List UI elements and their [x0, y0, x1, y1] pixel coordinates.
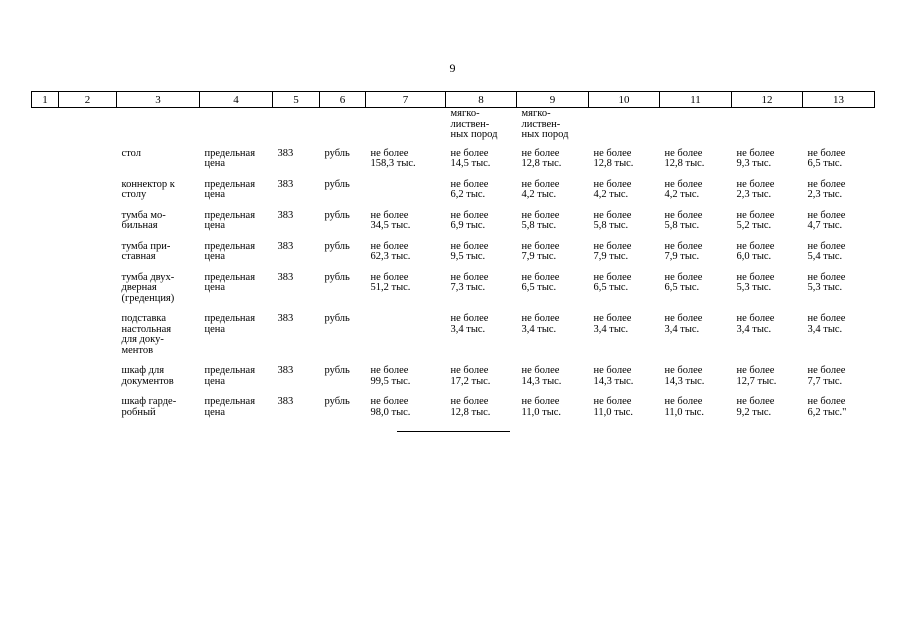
value-c13-line: не более: [807, 271, 846, 283]
characteristic: [200, 207, 273, 238]
value-c9-line: 12,8 тыс.: [521, 158, 562, 169]
value-c7: [366, 362, 446, 393]
value-c7-line: не более: [370, 365, 409, 376]
value-c7: [366, 238, 446, 269]
value-c12: [732, 176, 803, 207]
value-c8: [446, 310, 517, 362]
characteristic: [200, 145, 273, 176]
table-row: [32, 269, 875, 311]
value-c13-line: 6,2 тыс.": [807, 406, 847, 418]
characteristic: [200, 362, 273, 393]
value-c8: [446, 393, 517, 424]
value-c10-line: 12,8 тыс.: [593, 158, 634, 169]
subheader-row: [32, 108, 875, 145]
table-row: [32, 362, 875, 393]
characteristic-line: предельная: [204, 178, 256, 190]
value-c11-line: 4,2 тыс.: [664, 189, 700, 200]
value-c12: [732, 207, 803, 238]
characteristic-line: предельная: [204, 313, 256, 324]
value-c9: [517, 207, 589, 238]
value-c8-line: 7,3 тыс.: [450, 282, 486, 293]
characteristic-line: цена: [204, 375, 226, 387]
value-c9-line: не более: [521, 271, 560, 283]
value-c11: [660, 207, 732, 238]
header-cell: 9: [517, 92, 589, 108]
value-c11-line: не более: [664, 178, 703, 190]
value-c11-line: 6,5 тыс.: [664, 282, 700, 293]
value-c9-line: 3,4 тыс.: [521, 323, 557, 335]
empty-cell: [366, 108, 446, 145]
item-name-line: бильная: [121, 220, 158, 231]
wood-type-line: листвен-: [450, 118, 490, 130]
value-c12-line: не более: [736, 209, 775, 221]
characteristic-line: цена: [204, 282, 226, 293]
value-c7-line: 51,2 тыс.: [370, 282, 411, 293]
value-c13-line: 2,3 тыс.: [807, 189, 843, 200]
value-c10-line: не более: [593, 313, 632, 324]
value-c13-line: не более: [807, 240, 846, 252]
header-cell: 10: [589, 92, 660, 108]
value-c8: [446, 145, 517, 176]
value-c11-line: не более: [664, 209, 703, 221]
value-c8-line: не более: [450, 271, 489, 283]
value-c12-line: не более: [736, 178, 775, 190]
value-c12-line: 12,7 тыс.: [736, 375, 777, 387]
value-c12-line: 5,2 тыс.: [736, 220, 772, 231]
characteristic-line: предельная: [204, 147, 256, 159]
value-c13-line: не более: [807, 365, 846, 376]
item-name-line: дверная: [121, 282, 157, 293]
characteristic: [200, 393, 273, 424]
value-c10-line: не более: [593, 178, 632, 190]
header-row: [32, 92, 875, 108]
value-c12-line: не более: [736, 365, 775, 376]
value-c9: [517, 310, 589, 362]
empty-cell: [59, 310, 117, 362]
value-c13-line: не более: [807, 396, 846, 407]
value-c10: [589, 207, 660, 238]
value-c12-line: не более: [736, 396, 775, 407]
value-c12-line: 3,4 тыс.: [736, 323, 772, 335]
empty-cell: [32, 238, 59, 269]
value-c9-line: не более: [521, 209, 560, 221]
value-c11-line: 7,9 тыс.: [664, 251, 700, 262]
value-c12: [732, 238, 803, 269]
item-name-line: столу: [121, 189, 147, 200]
empty-cell: [320, 108, 366, 145]
characteristic-line: цена: [204, 189, 226, 200]
value-c8-line: 14,5 тыс.: [450, 158, 491, 169]
value-c13: [803, 393, 875, 424]
table-row: [32, 145, 875, 176]
item-name-line: шкаф гарде-: [121, 396, 177, 407]
unit-name: рубль: [324, 209, 350, 221]
item-name-line: настольная: [121, 323, 172, 335]
item-name: [117, 238, 200, 269]
value-c10-line: не более: [593, 209, 632, 221]
value-c8-line: не более: [450, 240, 489, 252]
characteristic-line: предельная: [204, 240, 256, 252]
value-c9-line: 14,3 тыс.: [521, 375, 562, 387]
characteristic: [200, 269, 273, 311]
characteristic-line: цена: [204, 251, 226, 262]
value-c10-line: не более: [593, 365, 632, 376]
unit-name: рубль: [324, 313, 350, 324]
value-c10: [589, 145, 660, 176]
value-c12: [732, 145, 803, 176]
characteristic-line: цена: [204, 220, 226, 231]
table-row: [32, 176, 875, 207]
value-c12-line: 2,3 тыс.: [736, 189, 772, 200]
value-c12-line: 9,3 тыс.: [736, 158, 772, 169]
empty-cell: [732, 108, 803, 145]
value-c7-line: не более: [370, 396, 409, 407]
value-c12: [732, 393, 803, 424]
header-cell: 11: [660, 92, 732, 108]
value-c10-line: 3,4 тыс.: [593, 323, 629, 335]
value-c9: [517, 238, 589, 269]
value-c11-line: 14,3 тыс.: [664, 375, 705, 387]
page-number: 9: [449, 61, 456, 75]
wood-type-line: листвен-: [521, 118, 561, 130]
characteristic-line: предельная: [204, 396, 256, 407]
item-name-line: документов: [121, 375, 174, 387]
header-cell: 4: [200, 92, 273, 108]
table-row: [32, 310, 875, 362]
value-c8-line: не более: [450, 147, 489, 159]
value-c9-line: 5,8 тыс.: [521, 220, 557, 231]
value-c12: [732, 362, 803, 393]
value-c7: [366, 393, 446, 424]
item-name-line: для доку-: [121, 334, 164, 345]
item-name-line: коннектор к: [121, 178, 175, 190]
value-c10-line: 5,8 тыс.: [593, 220, 629, 231]
item-name-line: ментов: [121, 344, 154, 356]
value-c13: [803, 207, 875, 238]
value-c8-line: не более: [450, 396, 489, 407]
empty-cell: [660, 108, 732, 145]
characteristic: [200, 310, 273, 362]
empty-cell: [59, 207, 117, 238]
header-cell: 12: [732, 92, 803, 108]
value-c11: [660, 310, 732, 362]
value-c11-line: не более: [664, 313, 703, 324]
value-c9-line: 11,0 тыс.: [521, 406, 562, 418]
value-c13-line: не более: [807, 147, 846, 159]
empty-cell: [32, 207, 59, 238]
header-cell: 7: [366, 92, 446, 108]
okei-code: 383: [277, 178, 294, 190]
value-c9: [517, 176, 589, 207]
table-row: [32, 238, 875, 269]
empty-cell: [32, 176, 59, 207]
value-c11: [660, 269, 732, 311]
value-c8-line: 9,5 тыс.: [450, 251, 486, 262]
value-c12-line: не более: [736, 271, 775, 283]
header-cell: 5: [273, 92, 320, 108]
unit-name: рубль: [324, 240, 350, 252]
wood-type-line: мягко-: [521, 108, 551, 119]
empty-cell: [32, 393, 59, 424]
value-c8-line: не более: [450, 209, 489, 221]
value-c7: [366, 207, 446, 238]
value-c10-line: 6,5 тыс.: [593, 282, 629, 293]
wood-type-line: мягко-: [450, 108, 480, 119]
header-cell: 3: [117, 92, 200, 108]
item-name-line: стол: [121, 147, 141, 159]
item-name: [117, 207, 200, 238]
value-c13-line: не более: [807, 209, 846, 221]
empty-cell: [59, 362, 117, 393]
value-c7-line: 62,3 тыс.: [370, 251, 411, 262]
price-table: [31, 91, 875, 424]
value-c13-line: 7,7 тыс.: [807, 375, 843, 387]
value-c12-line: не более: [736, 240, 775, 252]
value-c13-line: 6,5 тыс.: [807, 158, 843, 169]
value-c11-line: 3,4 тыс.: [664, 323, 700, 335]
value-c9: [517, 393, 589, 424]
value-c7-line: 34,5 тыс.: [370, 220, 411, 231]
header-cell: 6: [320, 92, 366, 108]
item-name: [117, 362, 200, 393]
item-name: [117, 145, 200, 176]
item-name-line: тумба двух-: [121, 271, 175, 283]
okei-code: 383: [277, 365, 294, 376]
characteristic-line: цена: [204, 323, 226, 335]
empty-cell: [59, 108, 117, 145]
value-c8-line: не более: [450, 365, 489, 376]
value-c10: [589, 393, 660, 424]
value-c10-line: 14,3 тыс.: [593, 375, 634, 387]
value-c9-line: 7,9 тыс.: [521, 251, 557, 262]
footnote-separator: [397, 431, 510, 432]
value-c7-line: 158,3 тыс.: [370, 158, 416, 169]
value-c11-line: 5,8 тыс.: [664, 220, 700, 231]
okei-code: 383: [277, 271, 294, 283]
value-c11-line: 11,0 тыс.: [664, 406, 705, 418]
value-c7-line: не более: [370, 271, 409, 283]
value-c10-line: 7,9 тыс.: [593, 251, 629, 262]
value-c10: [589, 238, 660, 269]
unit-name: рубль: [324, 147, 350, 159]
value-c13: [803, 362, 875, 393]
unit-name: рубль: [324, 178, 350, 190]
empty-cell: [803, 108, 875, 145]
value-c8: [446, 207, 517, 238]
value-c13: [803, 176, 875, 207]
value-c7: [366, 310, 446, 362]
value-c13-line: не более: [807, 178, 846, 190]
value-c8-line: не более: [450, 178, 489, 190]
value-c11-line: не более: [664, 365, 703, 376]
value-c8-line: 6,2 тыс.: [450, 189, 486, 200]
table-row: [32, 393, 875, 424]
header-cell: 2: [59, 92, 117, 108]
empty-cell: [32, 269, 59, 311]
wood-type-col8: [446, 108, 517, 145]
value-c9-line: не более: [521, 365, 560, 376]
value-c9-line: не более: [521, 147, 560, 159]
value-c9-line: 4,2 тыс.: [521, 189, 557, 200]
item-name-line: шкаф для: [121, 365, 165, 376]
okei-code: 383: [277, 240, 294, 252]
wood-type-line: ных пород: [450, 129, 498, 140]
item-name: [117, 269, 200, 311]
value-c11-line: не более: [664, 147, 703, 159]
value-c10: [589, 269, 660, 311]
item-name: [117, 176, 200, 207]
unit-name: рубль: [324, 365, 350, 376]
value-c10-line: не более: [593, 271, 632, 283]
value-c10: [589, 362, 660, 393]
value-c7-line: не более: [370, 147, 409, 159]
unit-name: рубль: [324, 396, 350, 407]
item-name: [117, 310, 200, 362]
value-c7: [366, 176, 446, 207]
value-c12-line: 6,0 тыс.: [736, 251, 772, 262]
value-c13-line: 5,3 тыс.: [807, 282, 843, 293]
okei-code: 383: [277, 147, 294, 159]
value-c11: [660, 176, 732, 207]
empty-cell: [589, 108, 660, 145]
value-c7-line: не более: [370, 209, 409, 221]
value-c8-line: 3,4 тыс.: [450, 323, 486, 335]
value-c8: [446, 176, 517, 207]
value-c10: [589, 310, 660, 362]
item-name-line: тумба при-: [121, 240, 171, 252]
value-c9: [517, 145, 589, 176]
value-c12-line: не более: [736, 147, 775, 159]
empty-cell: [59, 176, 117, 207]
value-c10-line: не более: [593, 240, 632, 252]
value-c8-line: 6,9 тыс.: [450, 220, 486, 231]
value-c8: [446, 362, 517, 393]
value-c10: [589, 176, 660, 207]
empty-cell: [117, 108, 200, 145]
characteristic-line: предельная: [204, 209, 256, 221]
characteristic: [200, 238, 273, 269]
value-c11-line: не более: [664, 396, 703, 407]
characteristic-line: предельная: [204, 365, 256, 376]
value-c12-line: 9,2 тыс.: [736, 406, 772, 418]
table-body: [32, 108, 875, 425]
value-c9-line: не более: [521, 178, 560, 190]
value-c11-line: не более: [664, 271, 703, 283]
value-c9-line: не более: [521, 240, 560, 252]
empty-cell: [59, 269, 117, 311]
characteristic-line: цена: [204, 158, 226, 169]
value-c13: [803, 238, 875, 269]
header-cell: 1: [32, 92, 59, 108]
value-c13: [803, 269, 875, 311]
characteristic: [200, 176, 273, 207]
value-c11-line: не более: [664, 240, 703, 252]
item-name-line: подставка: [121, 313, 167, 324]
value-c12-line: не более: [736, 313, 775, 324]
value-c11: [660, 393, 732, 424]
item-name-line: ставная: [121, 251, 156, 262]
item-name: [117, 393, 200, 424]
value-c11: [660, 362, 732, 393]
value-c13: [803, 310, 875, 362]
value-c9-line: не более: [521, 396, 560, 407]
value-c11-line: 12,8 тыс.: [664, 158, 705, 169]
header-cell: 13: [803, 92, 875, 108]
value-c13-line: 4,7 тыс.: [807, 220, 843, 231]
okei-code: 383: [277, 209, 294, 221]
value-c9: [517, 362, 589, 393]
value-c13-line: не более: [807, 313, 846, 324]
value-c7-line: 99,5 тыс.: [370, 375, 411, 387]
value-c13-line: 3,4 тыс.: [807, 323, 843, 335]
empty-cell: [59, 393, 117, 424]
empty-cell: [59, 238, 117, 269]
value-c7-line: 98,0 тыс.: [370, 406, 411, 418]
value-c10-line: не более: [593, 396, 632, 407]
value-c10-line: не более: [593, 147, 632, 159]
value-c8-line: 12,8 тыс.: [450, 406, 491, 418]
empty-cell: [32, 362, 59, 393]
unit-name: рубль: [324, 271, 350, 283]
value-c9-line: не более: [521, 313, 560, 324]
empty-cell: [32, 145, 59, 176]
value-c7-line: не более: [370, 240, 409, 252]
value-c7: [366, 145, 446, 176]
value-c9-line: 6,5 тыс.: [521, 282, 557, 293]
value-c12-line: 5,3 тыс.: [736, 282, 772, 293]
header-cell: 8: [446, 92, 517, 108]
value-c12: [732, 269, 803, 311]
value-c13-line: 5,4 тыс.: [807, 251, 843, 262]
empty-cell: [273, 108, 320, 145]
wood-type-col9: [517, 108, 589, 145]
value-c9: [517, 269, 589, 311]
value-c8-line: 17,2 тыс.: [450, 375, 491, 387]
value-c10-line: 11,0 тыс.: [593, 406, 634, 418]
wood-type-line: ных пород: [521, 129, 569, 140]
item-name-line: тумба мо-: [121, 209, 166, 221]
empty-cell: [32, 108, 59, 145]
value-c11: [660, 145, 732, 176]
table-row: [32, 207, 875, 238]
empty-cell: [32, 310, 59, 362]
value-c12: [732, 310, 803, 362]
value-c13: [803, 145, 875, 176]
value-c8: [446, 238, 517, 269]
empty-cell: [59, 145, 117, 176]
value-c11: [660, 238, 732, 269]
value-c8: [446, 269, 517, 311]
value-c7: [366, 269, 446, 311]
okei-code: 383: [277, 396, 294, 407]
item-name-line: (греденция): [121, 292, 175, 304]
characteristic-line: цена: [204, 406, 226, 418]
value-c10-line: 4,2 тыс.: [593, 189, 629, 200]
characteristic-line: предельная: [204, 271, 256, 283]
okei-code: 383: [277, 313, 294, 324]
value-c8-line: не более: [450, 313, 489, 324]
item-name-line: робный: [121, 406, 156, 418]
empty-cell: [200, 108, 273, 145]
